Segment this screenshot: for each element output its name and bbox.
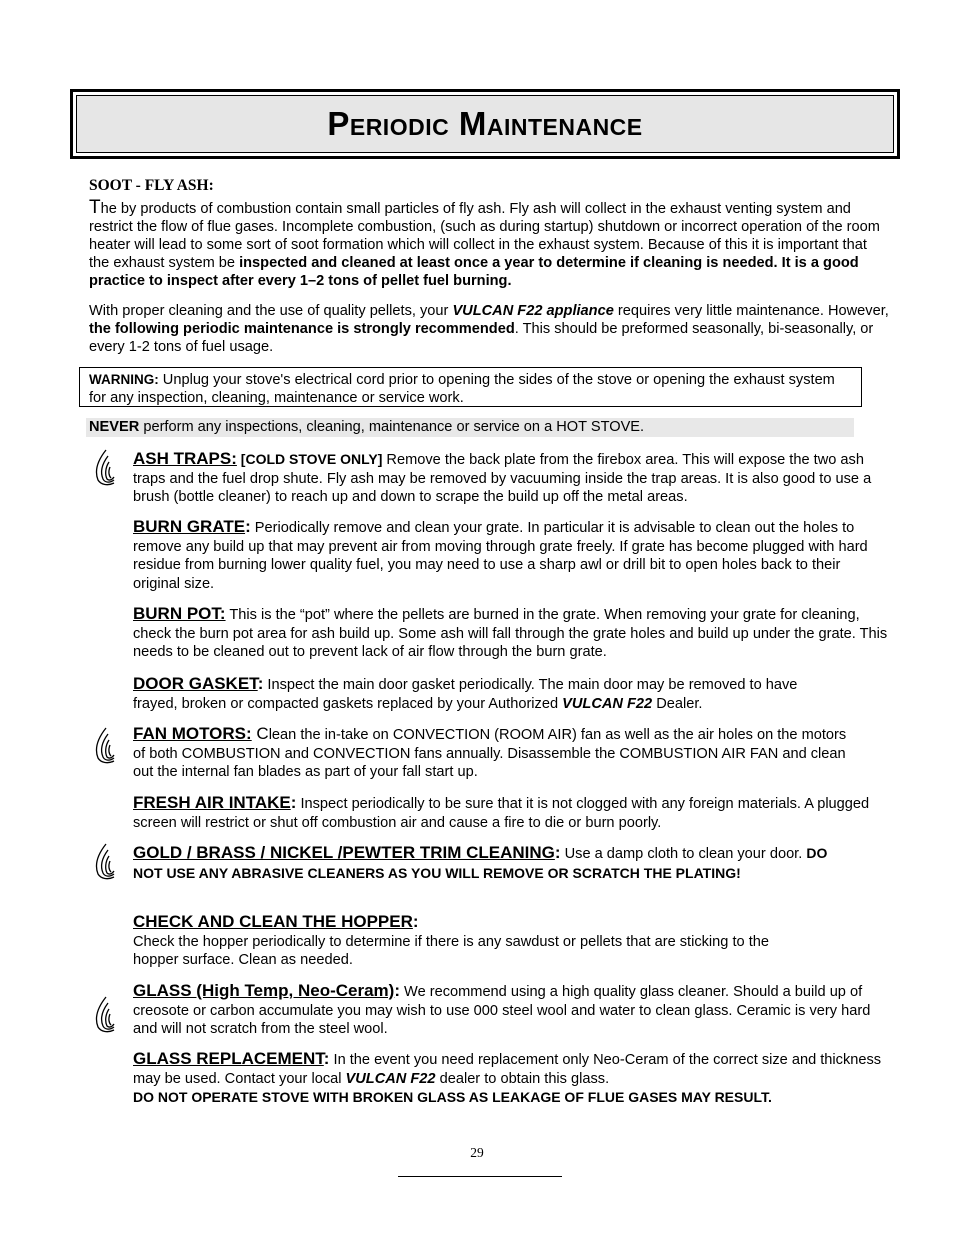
door-gasket-heading: DOOR GASKET — [133, 674, 258, 693]
ash-traps-item — [133, 450, 891, 507]
warning-text: Unplug your stove's electrical cord prior to opening the sides of the stove or opening the exhaust system for any inspection, cleaning, maintenance or service work. — [89, 372, 835, 406]
trim-cleaning-warning: DO NOT USE ANY ABRASIVE CLEANERS AS YOU WILL REMOVE OR SCRATCH THE PLATING! — [133, 845, 828, 881]
glass-replacement-product: VULCAN F22 — [345, 1070, 436, 1087]
fan-motors-text: lean the in-take on CONVECTION (ROOM AIR) fan as well as the air holes on the motors of both COMBUSTION and CONVECTION fans annually. Disassemble the COMBUSTION AIR FAN and clean out the internal fan blades as part of your fall start up. — [133, 727, 847, 780]
para2-text2: requires very little maintenance. However, — [613, 303, 889, 319]
para2-bold: the following periodic maintenance is strongly recommended — [89, 321, 515, 337]
burn-grate-colon: : — [245, 517, 251, 536]
fan-motors-item — [133, 725, 853, 782]
door-gasket-item — [133, 675, 833, 713]
intro-text: he by products of combustion contain small particles of fly ash. Fly ash will collect in the exhaust venting system and restrict the flow of flue gases. Incomplete combustion, (such as during startup) shutdown or incorrect operation of the room heater will lead to some sort of soot formation which will collect in the exhaust system. Because of this it is important that the exhaust system be — [89, 201, 880, 271]
burn-pot-item — [133, 605, 891, 662]
glass-colon: : — [394, 981, 400, 1000]
fresh-air-text: Inspect periodically to be sure that it is not clogged with any foreign materials. A plugged screen will restrict or shut off combustion air and cause a fire to die or burn poorly. — [133, 796, 870, 831]
page-number: 29 — [470, 1145, 484, 1160]
para2-text3: . This should be preformed seasonally, bi-seasonally, or every 1-2 tons of fuel usage. — [89, 321, 874, 355]
trim-cleaning-colon: : — [554, 843, 561, 862]
glass-replacement-warning: DO NOT OPERATE STOVE WITH BROKEN GLASS AS LEAKAGE OF FLUE GASES MAY RESULT. — [133, 1089, 772, 1105]
maintenance-paragraph — [89, 302, 889, 356]
hopper-text: Check the hopper periodically to determine if there is any sawdust or pellets that are sticking to the hopper surface. Clean as needed. — [133, 933, 769, 968]
fresh-air-heading: FRESH AIR INTAKE — [133, 793, 291, 812]
trim-cleaning-text: Use a damp cloth to clean your door. — [560, 846, 807, 862]
warning-label: WARNING: — [89, 372, 159, 387]
para2-text1: With proper cleaning and the use of quality pellets, your — [89, 303, 453, 319]
burn-pot-heading: BURN POT: — [133, 604, 226, 623]
warning-box — [79, 367, 862, 407]
burn-pot-text: This is the “pot” where the pellets are burned in the grate. When removing your grate for cleaning, check the burn pot area for ash build up. Some ash will fall through the grate holes and build up under the grate. This needs to be cleaned out to prevent lack of air flow through the burn grate. — [133, 607, 888, 660]
glass-item — [133, 982, 878, 1039]
flame-icon — [92, 995, 118, 1035]
fresh-air-colon: : — [290, 793, 297, 812]
glass-replacement-text: In the event you need replacement only Neo-Ceram of the correct size and thickness may be used. Contact your local — [133, 1052, 882, 1087]
burn-grate-text: Periodically remove and clean your grate. In particular it is advisable to clean out the holes to remove any build up that may prevent air from moving through grate freely. If grate has become plugged with hard residue from burning lower quality fuel, you may need to use a sharp awl or drill bit to open holes back to their original size. — [133, 520, 868, 592]
intro-paragraph — [89, 199, 889, 290]
ash-traps-text: Remove the back plate from the firebox area. This will expose the two ash traps and the fuel drop shute. Fly ash may be removed by vacuuming inside the trap areas. It is also good to use a brush (bottle cleaner) to reach up and down to scrape the build up off the metal areas. — [133, 452, 872, 505]
trim-cleaning-item — [133, 844, 833, 883]
footer-rule — [398, 1176, 562, 1177]
page-title: Periodic Maintenance — [327, 105, 643, 142]
trim-cleaning-heading: GOLD / BRASS / NICKEL /PEWTER TRIM CLEANING — [133, 843, 555, 862]
glass-heading: GLASS (High Temp, Neo-Ceram) — [133, 981, 395, 1000]
flame-icon — [92, 726, 118, 766]
flame-icon — [92, 448, 118, 488]
glass-replacement-colon: : — [323, 1049, 330, 1068]
ash-traps-tag: [COLD STOVE ONLY] — [236, 451, 383, 467]
door-gasket-colon: : — [257, 674, 264, 693]
door-gasket-product: VULCAN F22 — [562, 695, 653, 712]
ash-traps-heading: ASH TRAPS: — [133, 449, 237, 468]
glass-replacement-heading: GLASS REPLACEMENT — [133, 1049, 324, 1068]
burn-grate-heading: BURN GRATE — [133, 517, 246, 536]
glass-text: We recommend using a high quality glass cleaner. Should a build up of creosote or carbon accumulate you may wish to use 000 steel wool and water to clean glass. Ceramic is very hard and will not scratch from the steel wool. — [133, 984, 871, 1037]
section-heading: SOOT - FLY ASH: — [89, 177, 214, 194]
hopper-heading: CHECK AND CLEAN THE HOPPER — [133, 912, 413, 931]
hopper-colon: : — [412, 912, 419, 931]
glass-replacement-item — [133, 1050, 891, 1108]
fan-motors-cap: C — [251, 724, 269, 743]
title-inner — [76, 95, 894, 153]
fan-motors-heading: FAN MOTORS: — [133, 724, 252, 743]
door-gasket-text: Inspect the main door gasket periodically. The main door may be removed to have frayed, broken or compacted gaskets replaced by your Authorized — [133, 677, 798, 712]
never-label: NEVER — [89, 419, 140, 435]
never-text: perform any inspections, cleaning, maintenance or service on a HOT STOVE. — [139, 419, 645, 435]
hopper-item — [133, 913, 803, 970]
flame-icon — [92, 842, 118, 882]
never-notice — [86, 418, 854, 437]
para2-product: VULCAN F22 appliance — [452, 303, 614, 319]
intro-bold-text: inspected and cleaned at least once a year to determine if cleaning is needed. It is a good practice to inspect after every 1–2 tons of pellet fuel burning. — [89, 255, 859, 289]
title-box — [70, 89, 900, 159]
door-gasket-text2: Dealer. — [652, 695, 703, 712]
fresh-air-item — [133, 794, 891, 832]
burn-grate-item — [133, 518, 891, 593]
glass-replacement-text2: dealer to obtain this glass. — [435, 1070, 610, 1087]
intro-dropcap: T — [89, 197, 101, 218]
